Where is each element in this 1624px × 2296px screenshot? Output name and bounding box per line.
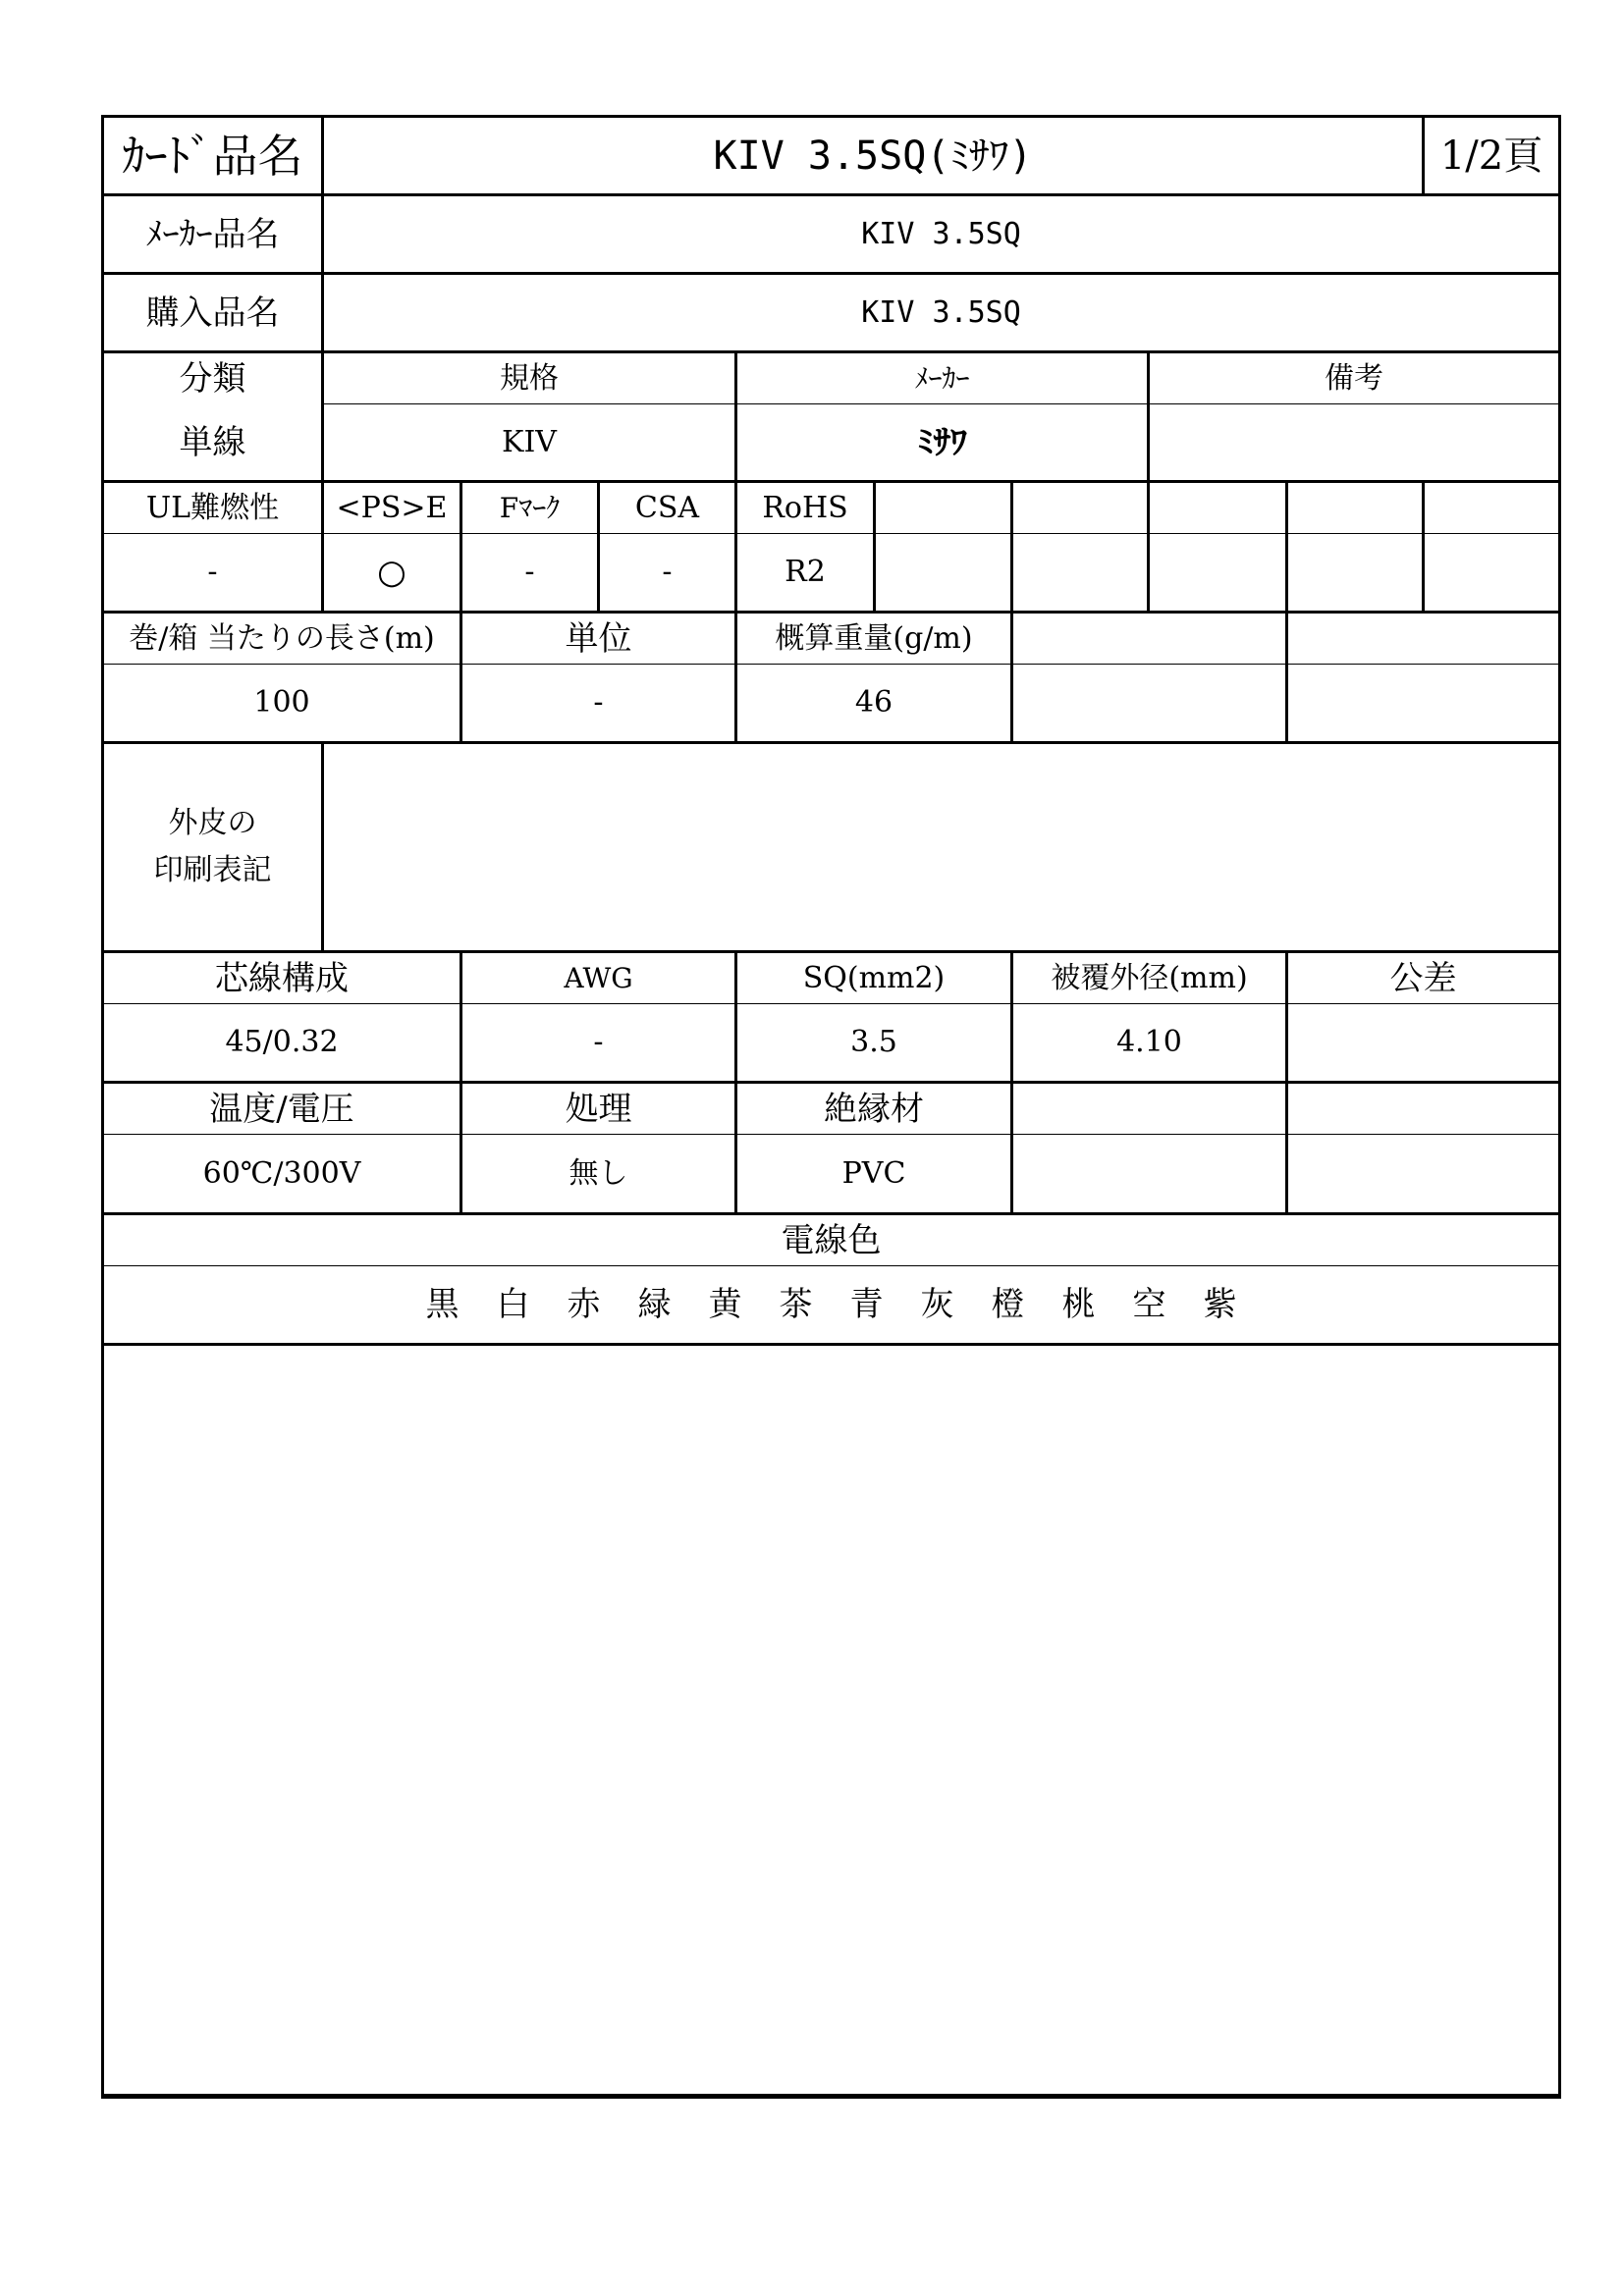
cert-rohs-value: R2 — [785, 555, 826, 589]
cert-fmark-header: Fﾏｰｸ — [499, 491, 561, 524]
cert-fmark-value: - — [524, 555, 535, 589]
wire-color-header: 電線色 — [781, 1220, 882, 1260]
wire-color-purple: 紫 — [1203, 1285, 1237, 1324]
outer-diameter-value: 4.10 — [1116, 1025, 1182, 1059]
wire-color-list — [104, 1266, 1558, 1343]
print-marking-label-line1: 外皮の — [168, 806, 257, 840]
awg-value: - — [593, 1025, 604, 1059]
outer-diameter-header: 被覆外径(mm) — [1051, 960, 1248, 995]
unit-value: - — [593, 685, 604, 720]
length-per-box-header: 巻/箱 当たりの長さ(m) — [129, 620, 435, 656]
sq-value: 3.5 — [850, 1025, 897, 1059]
wire-color-sky: 空 — [1132, 1285, 1166, 1324]
card-name-value: KIV 3.5SQ(ﾐｻﾜ) — [713, 133, 1033, 179]
insulation-header: 絶縁材 — [824, 1089, 924, 1129]
unit-header: 単位 — [565, 618, 632, 659]
cert-rohs-header: RoHS — [762, 490, 848, 525]
sheet-bottom-line — [101, 2094, 1561, 2096]
wire-color-white: 白 — [496, 1285, 530, 1324]
core-construction-header: 芯線構成 — [215, 958, 349, 998]
print-marking-label-line2: 印刷表記 — [153, 853, 272, 887]
maker-name-value: KIV 3.5SQ — [861, 216, 1021, 251]
sq-header: SQ(mm2) — [802, 960, 946, 995]
purchase-name-value: KIV 3.5SQ — [861, 294, 1021, 330]
tolerance-value — [1288, 1004, 1558, 1081]
wire-color-brown: 茶 — [779, 1285, 813, 1324]
remarks-value — [1150, 404, 1558, 480]
maker-value: ﾐｻﾜ — [917, 422, 967, 462]
temp-voltage-header: 温度/電圧 — [209, 1089, 354, 1129]
treatment-value: 無し — [568, 1155, 628, 1191]
cert-pse-value: ○ — [377, 553, 406, 592]
insulation-value: PVC — [841, 1155, 906, 1191]
cert-ul-header: UL難燃性 — [145, 490, 280, 525]
wire-color-red: 赤 — [567, 1285, 601, 1324]
classification-header: 分類 — [179, 358, 246, 399]
classification-value: 単線 — [179, 422, 246, 462]
standard-header: 規格 — [500, 360, 559, 396]
maker-name-label: ﾒｰｶｰ品名 — [145, 214, 280, 254]
wire-color-black: 黒 — [425, 1285, 460, 1324]
print-marking-value — [324, 744, 1558, 950]
cert-pse-header: <PS>E — [336, 490, 448, 525]
cert-csa-header: CSA — [634, 490, 700, 525]
wire-color-green: 緑 — [637, 1285, 672, 1324]
treatment-header: 処理 — [565, 1089, 632, 1129]
weight-value: 46 — [854, 685, 893, 720]
tolerance-header: 公差 — [1389, 958, 1457, 998]
cert-ul-value: - — [207, 555, 218, 589]
purchase-name-label: 購入品名 — [145, 293, 280, 333]
length-per-box-value: 100 — [253, 685, 310, 720]
core-construction-value: 45/0.32 — [225, 1025, 339, 1059]
maker-header: ﾒｰｶｰ — [914, 361, 970, 395]
wire-color-yellow: 黄 — [708, 1285, 742, 1324]
wire-color-gray: 灰 — [920, 1285, 954, 1324]
print-marking-label — [104, 744, 321, 950]
standard-value: KIV — [502, 424, 557, 459]
weight-header: 概算重量(g/m) — [775, 620, 973, 656]
remarks-header: 備考 — [1325, 360, 1383, 396]
cert-csa-value: - — [662, 555, 673, 589]
card-name-label: ｶｰﾄﾞ品名 — [122, 129, 303, 183]
awg-header: AWG — [564, 961, 633, 994]
wire-color-pink: 桃 — [1061, 1285, 1096, 1324]
temp-voltage-value: 60℃/300V — [202, 1155, 361, 1191]
wire-color-blue: 青 — [849, 1285, 884, 1324]
page-indicator: 1/2頁 — [1439, 133, 1543, 179]
wire-color-orange: 橙 — [991, 1285, 1025, 1324]
